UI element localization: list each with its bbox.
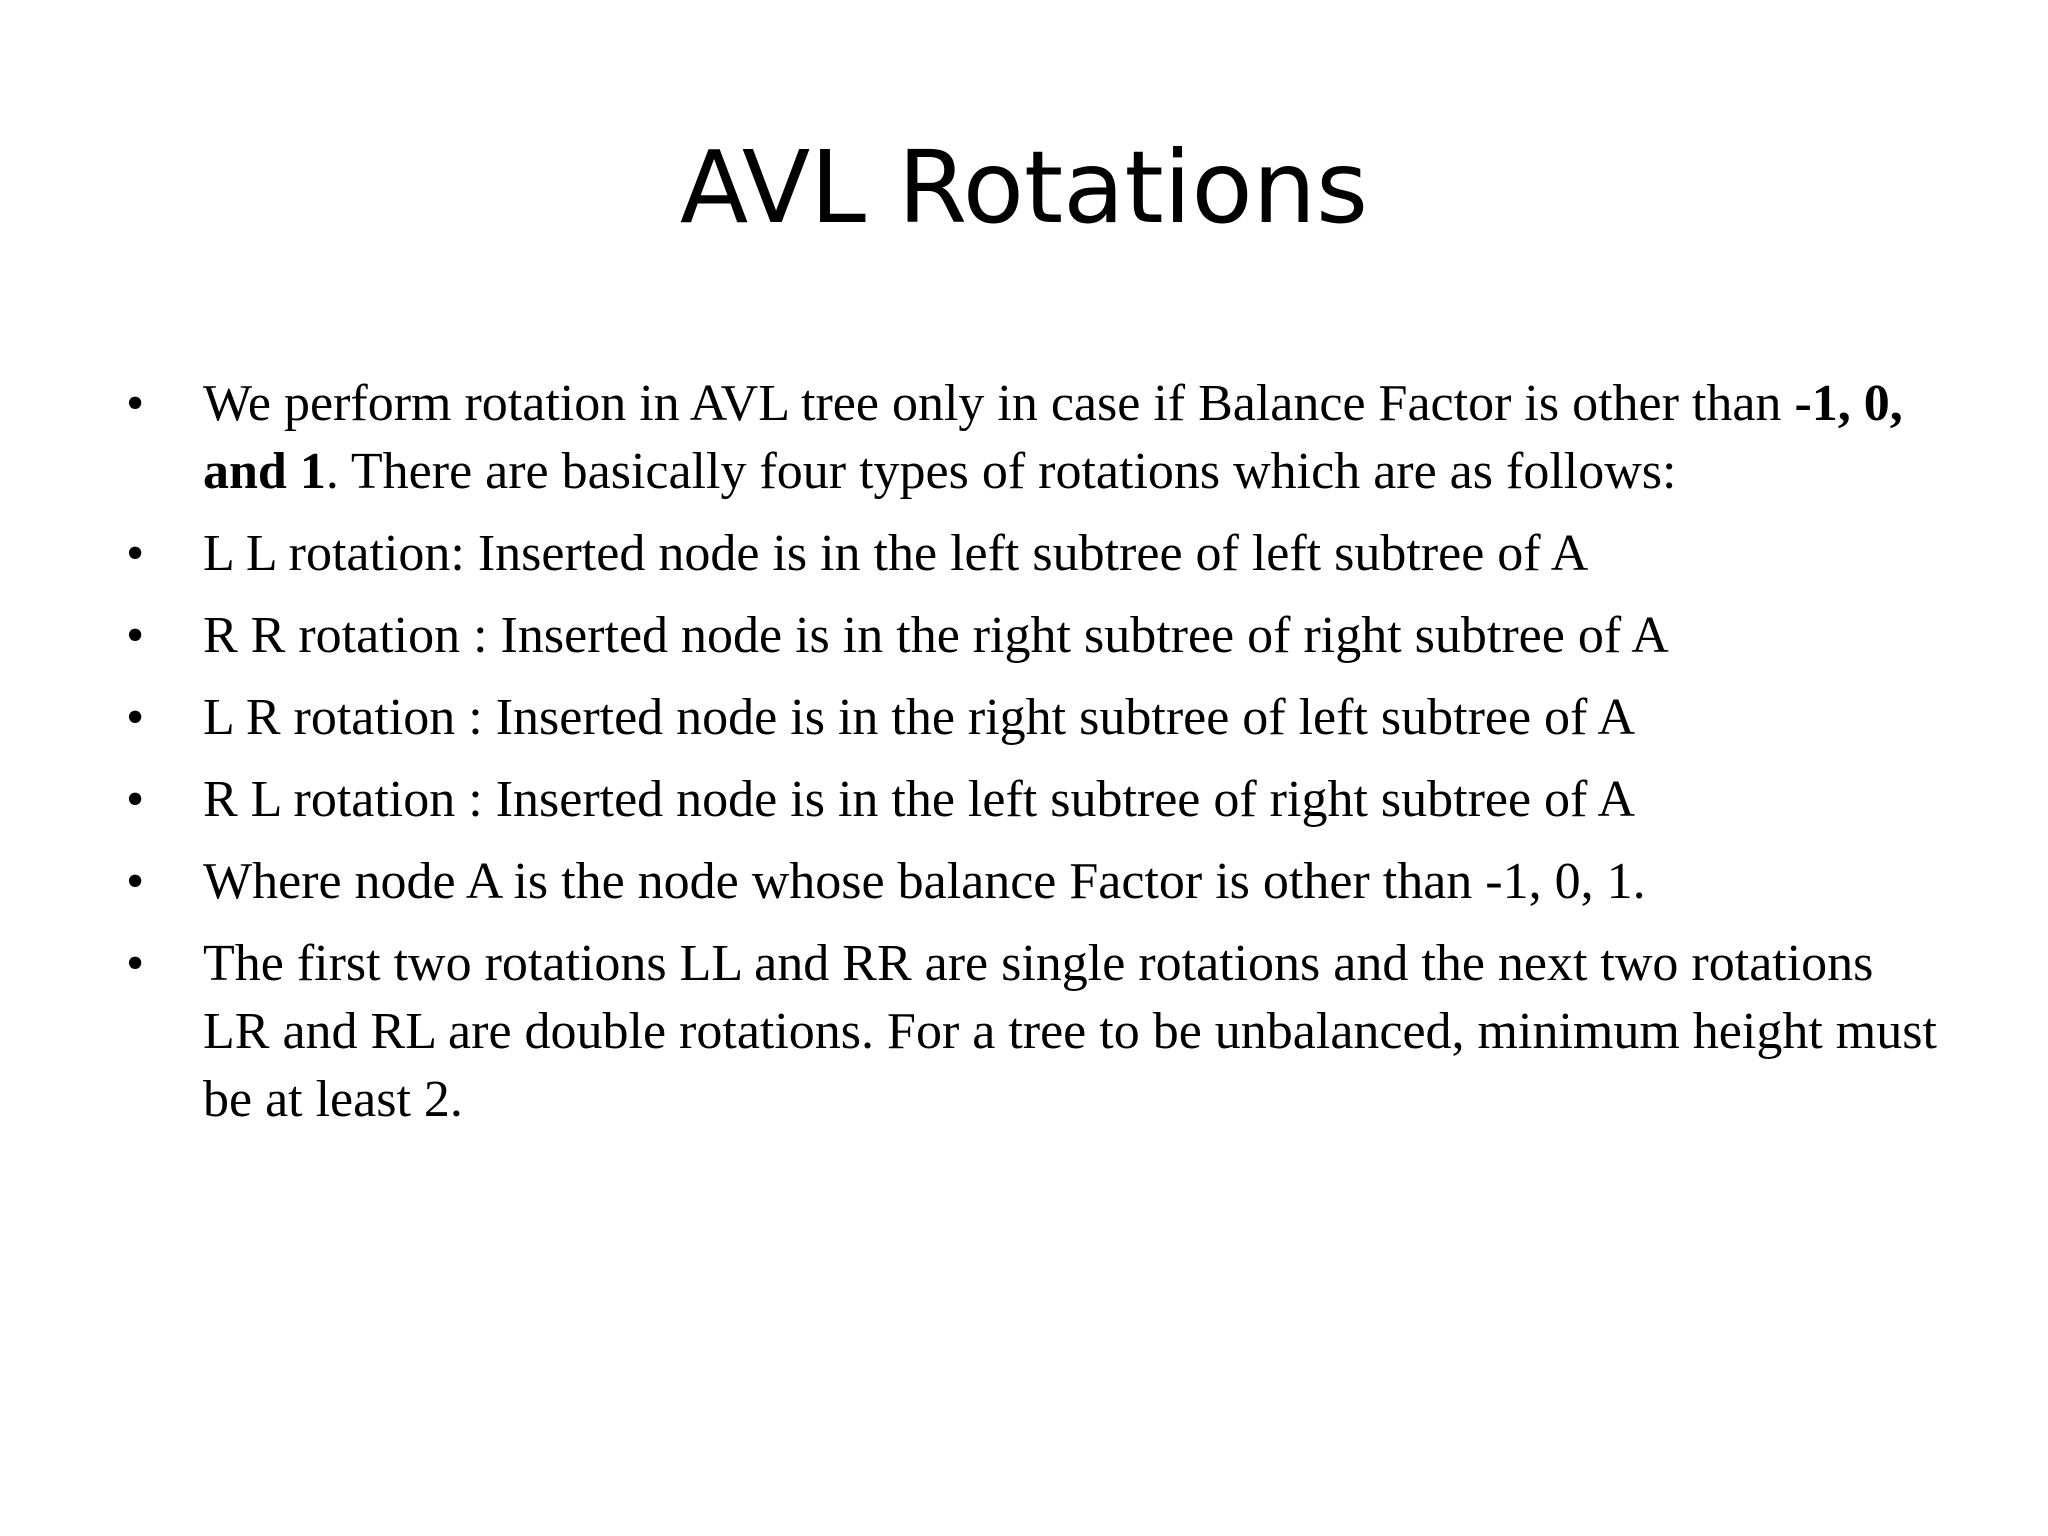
- bullet-item: [118, 766, 1948, 834]
- bullet-text-bold: -1, 0, and 1: [203, 375, 1903, 500]
- bullet-marker: •: [126, 525, 145, 582]
- bullet-marker: •: [126, 375, 145, 432]
- slide-title: AVL Rotations: [679, 129, 1369, 246]
- bullet-list: [118, 370, 1948, 1148]
- bullet-item: [118, 520, 1948, 588]
- bullet-item: [118, 370, 1948, 506]
- bullet-item: [118, 848, 1948, 916]
- bullet-item: [118, 930, 1948, 1134]
- bullet-text: [203, 370, 1948, 506]
- bullet-text: The first two rotations LL and RR are single rotations and the next two rotations LR and RL are double rotations. For a tree to be unbalanced, minimum height must be at least 2.: [203, 935, 1937, 1128]
- bullet-text: R L rotation : Inserted node is in the left subtree of right subtree of A: [203, 771, 1636, 828]
- bullet-marker: •: [126, 853, 145, 910]
- bullet-text: Where node A is the node whose balance Factor is other than -1, 0, 1.: [203, 853, 1646, 910]
- bullet-item: [118, 602, 1948, 670]
- bullet-marker: •: [126, 771, 145, 828]
- bullet-text-part: . There are basically four types of rotations which are as follows:: [325, 443, 1677, 500]
- bullet-text-part: We perform rotation in AVL tree only in case if Balance Factor is other than: [203, 375, 1795, 432]
- bullet-item: [118, 684, 1948, 752]
- bullet-marker: •: [126, 607, 145, 664]
- bullet-text: L R rotation : Inserted node is in the right subtree of left subtree of A: [203, 689, 1636, 746]
- bullet-marker: •: [126, 689, 145, 746]
- bullet-marker: •: [126, 935, 145, 992]
- bullet-text: L L rotation: Inserted node is in the left subtree of left subtree of A: [203, 525, 1589, 582]
- bullet-text: R R rotation : Inserted node is in the right subtree of right subtree of A: [203, 607, 1669, 664]
